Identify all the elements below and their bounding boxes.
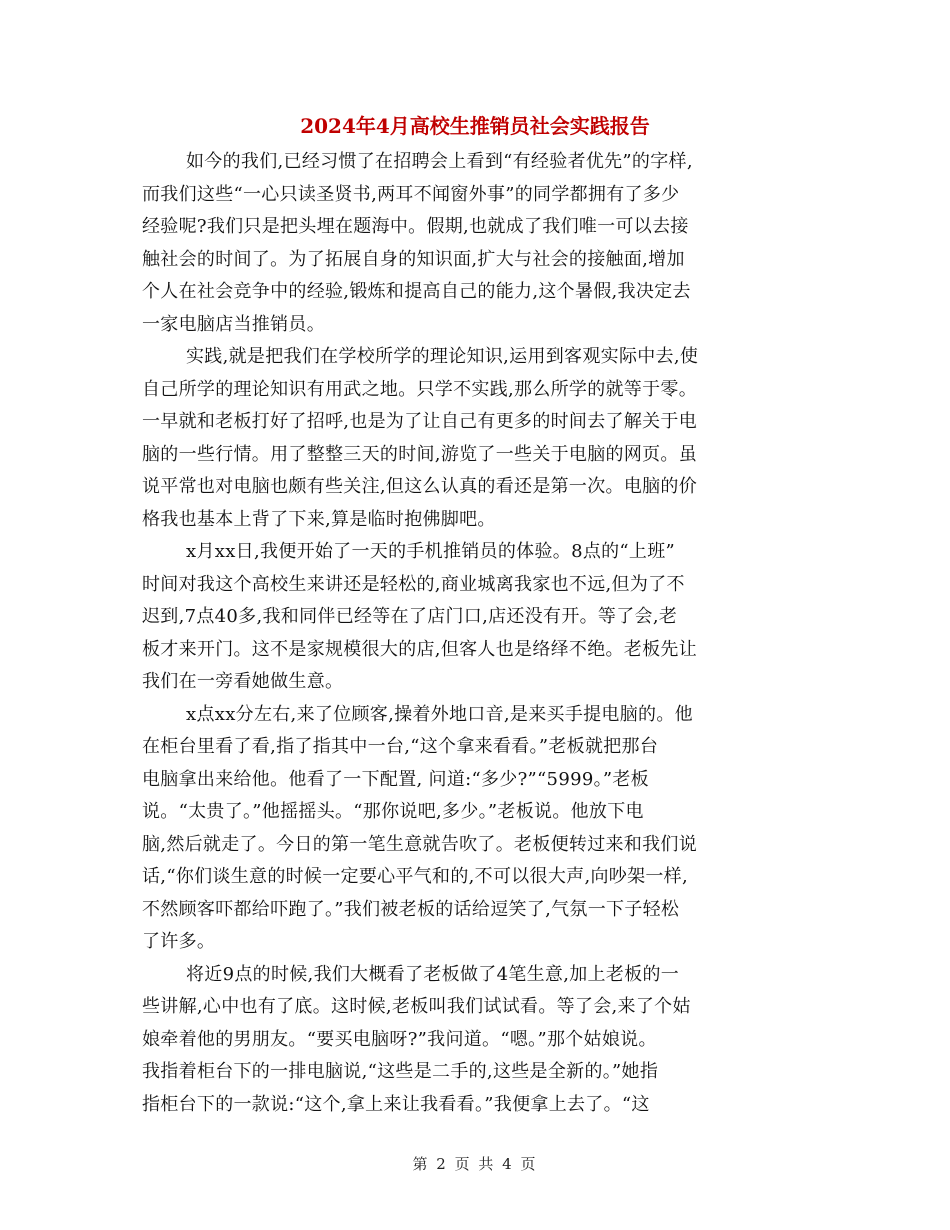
paragraph (142, 146, 814, 341)
text-line: 时间对我这个高校生来讲还是轻松的,商业城离我家也不远,但为了不 (142, 573, 685, 595)
text-line: 指柜台下的一款说:“这个,拿上来让我看看。”我便拿上去了。“这 (142, 1093, 650, 1115)
text-line: 话,“你们谈生意的时候一定要心平气和的,不可以很大声,向吵架一样, (142, 866, 688, 887)
text-line: x月xx日,我便开始了一天的手机推销员的体验。8点的“上班” (186, 541, 676, 562)
document-body (142, 146, 814, 1121)
text-line: 将近9点的时候,我们大概看了老板做了4笔生意,加上老板的一 (186, 963, 680, 985)
text-line: 电脑拿出来给他。他看了一下配置, 问道:“多少?”“5999。”老板 (142, 768, 649, 790)
text-line: 板才来开门。这不是家规模很大的店,但客人也是络绎不绝。老板先让 (142, 638, 698, 660)
text-line: 脑,然后就走了。今日的第一笔生意就告吹了。老板便转过来和我们说 (142, 833, 698, 855)
text-line: 如今的我们,已经习惯了在招聘会上看到“有经验者优先”的字样, (186, 151, 693, 172)
paragraph (142, 959, 814, 1122)
text-line: x点xx分左右,来了位顾客,操着外地口音,是来买手提电脑的。他 (186, 703, 693, 725)
text-line: 个人在社会竞争中的经验,锻炼和提高自己的能力,这个暑假,我决定去 (142, 281, 691, 302)
paragraph (142, 536, 814, 699)
text-line: 在柜台里看了看,指了指其中一台,“这个拿来看看。”老板就把那台 (142, 736, 659, 757)
text-line: 经验呢?我们只是把头埋在题海中。假期,也就成了我们唯一可以去接 (142, 216, 689, 237)
text-line: 不然顾客吓都给吓跑了。”我们被老板的话给逗笑了,气氛一下子轻松 (142, 898, 680, 920)
text-line: 触社会的时间了。为了拓展自身的知识面,扩大与社会的接触面,增加 (142, 248, 685, 270)
text-line: 我指着柜台下的一排电脑说,“这些是二手的,这些是全新的。”她指 (142, 1061, 659, 1082)
text-line: 娘牵着他的男朋友。“要买电脑呀?”我问道。“嗯。”那个姑娘说。 (142, 1028, 657, 1050)
text-line: 说。“太贵了。”他摇摇头。“那你说吧,多少。”老板说。他放下电 (142, 801, 644, 822)
text-line: 一家电脑店当推销员。 (142, 313, 325, 335)
page-number-footer: 第 2 页 共 4 页 (412, 1155, 538, 1173)
text-line: 实践,就是把我们在学校所学的理论知识,运用到客观实际中去,使 (186, 346, 699, 367)
paragraph (142, 699, 814, 959)
text-line: 脑的一些行情。用了整整三天的时间,游览了一些关于电脑的网页。虽 (142, 443, 698, 465)
text-line: 我们在一旁看她做生意。 (142, 671, 344, 692)
text-line: 迟到,7点40多,我和同伴已经等在了店门口,店还没有开。等了会,老 (142, 606, 678, 627)
text-line: 格我也基本上背了下来,算是临时抱佛脚吧。 (142, 508, 496, 530)
text-line: 说平常也对电脑也颇有些关注,但这么认真的看还是第一次。电脑的价 (142, 476, 698, 497)
document-title: 2024年4月高校生推销员社会实践报告 (300, 114, 650, 138)
text-line: 自己所学的理论知识有用武之地。只学不实践,那么所学的就等于零。 (142, 378, 698, 400)
text-line: 而我们这些“一心只读圣贤书,两耳不闻窗外事”的同学都拥有了多少 (142, 183, 680, 205)
paragraph (142, 341, 814, 536)
text-line: 一早就和老板打好了招呼,也是为了让自己有更多的时间去了解关于电 (142, 411, 698, 432)
text-line: 了许多。 (142, 931, 216, 952)
text-line: 些讲解,心中也有了底。这时候,老板叫我们试试看。等了会,来了个姑 (142, 996, 691, 1017)
